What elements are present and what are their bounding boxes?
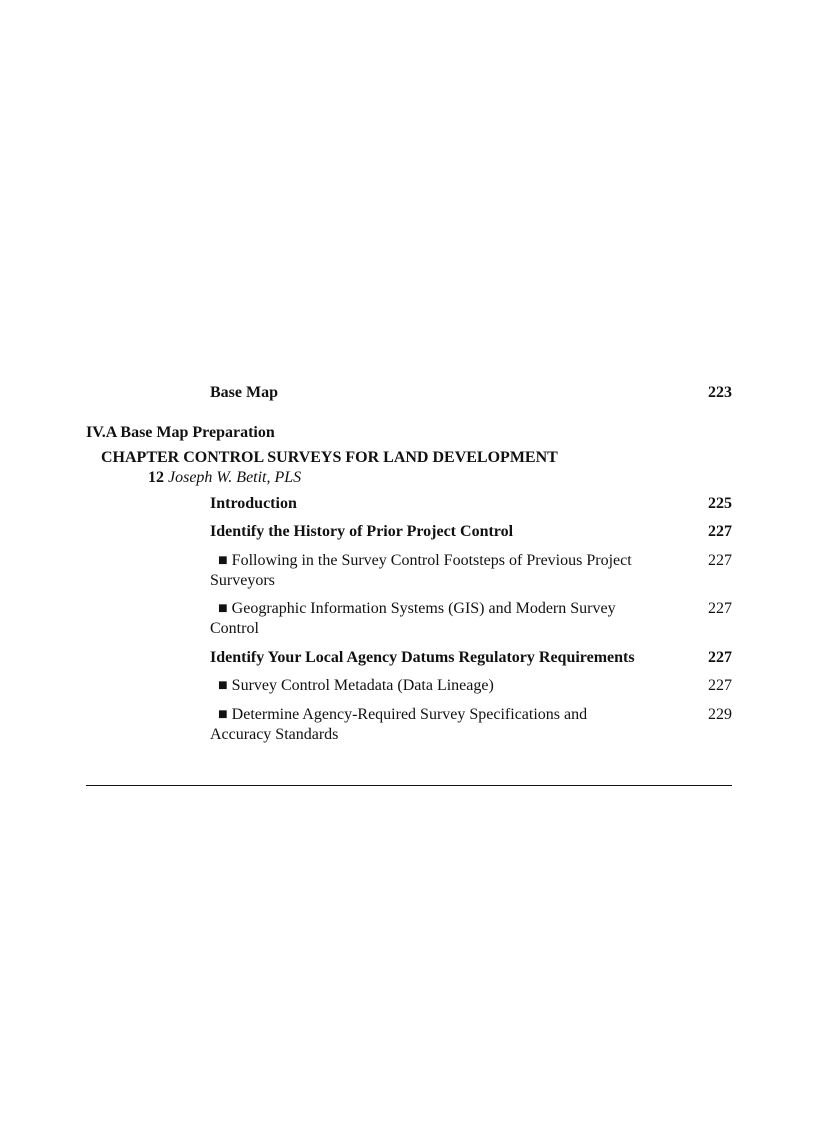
toc-subentry-gis[interactable]: ■ Geographic Information Systems (GIS) and Modern Survey Control (210, 600, 616, 637)
toc-page-number: 227 (708, 523, 732, 540)
toc-entry-agency-datums[interactable]: Identify Your Local Agency Datums Regulatory Requirements (210, 649, 635, 666)
chapter-title[interactable]: CHAPTER CONTROL SURVEYS FOR LAND DEVELOPMENT (101, 449, 558, 466)
chapter-byline (148, 468, 301, 488)
toc-entry-base-map[interactable]: Base Map (210, 384, 278, 401)
horizontal-divider (86, 785, 732, 786)
chapter-author: Joseph W. Betit, PLS (168, 469, 302, 486)
toc-page-number: 227 (708, 600, 732, 617)
toc-entry-history-prior-control[interactable]: Identify the History of Prior Project Control (210, 523, 514, 540)
part-heading: IV.A Base Map Preparation (86, 424, 275, 441)
toc-page-number: 225 (708, 495, 732, 512)
toc-subentry-metadata[interactable]: ■ Survey Control Metadata (Data Lineage) (218, 677, 494, 694)
toc-page-number: 227 (708, 677, 732, 694)
toc-page-number: 227 (708, 552, 732, 569)
toc-subentry-footsteps[interactable]: ■ Following in the Survey Control Footsteps of Previous Project Surveyors (210, 552, 632, 589)
toc-subentry-specifications[interactable]: ■ Determine Agency-Required Survey Specifications and Accuracy Standards (210, 706, 588, 743)
toc-page-number: 227 (708, 649, 732, 666)
chapter-number: 12 (148, 469, 164, 486)
toc-page-number: 229 (708, 706, 732, 723)
toc-entry-introduction[interactable]: Introduction (210, 495, 297, 512)
toc-page-number: 223 (708, 384, 732, 401)
